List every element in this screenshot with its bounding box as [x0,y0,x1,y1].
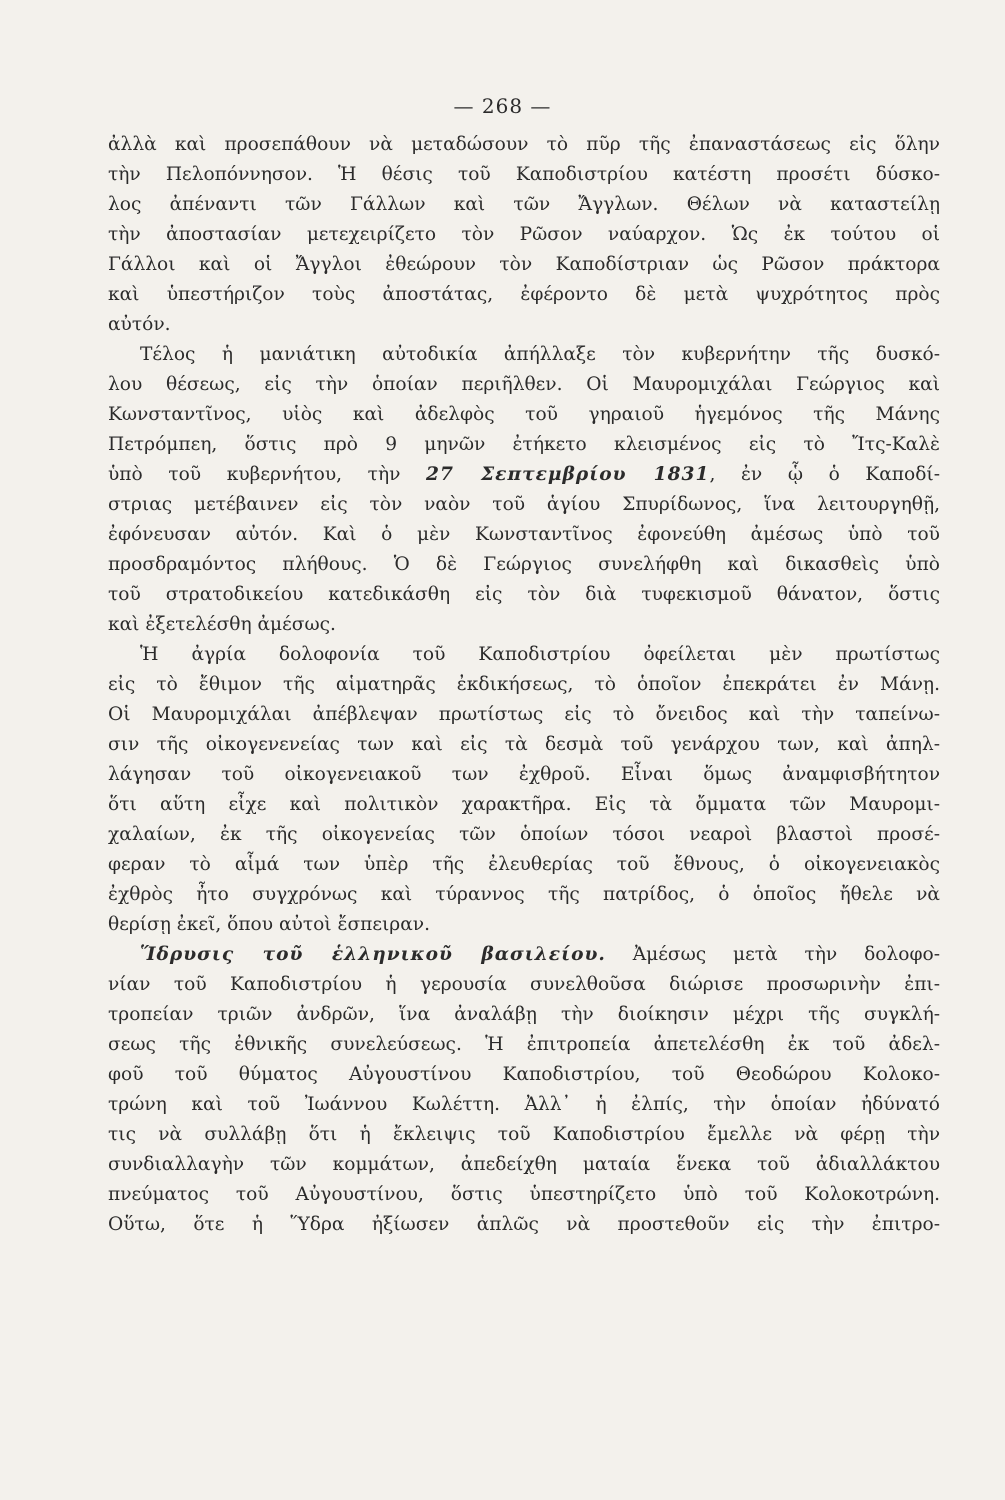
text-line: νίαν τοῦ Καποδιστρίου ἡ γερουσία συνελθοῦσα διώρισε προσωρινὴν ἐπι- [108,974,940,995]
text-line: ἐχθρὸς ἦτο συγχρόνως καὶ τύραννος τῆς πατρίδος, ὁ ὁποῖος ἤθελε νὰ [108,884,940,905]
text-line: χαλαίων, ἐκ τῆς οἰκογενείας τῶν ὁποίων τόσοι νεαροὶ βλαστοὶ προσέ- [108,824,940,845]
text-line: Πετρόμπεη, ὅστις πρὸ 9 μηνῶν ἐτήκετο κλεισμένος εἰς τὸ Ἴτς-Καλὲ [108,434,940,455]
text-line: ὑπὸ τοῦ κυβερνήτου, τὴν 27 Σεπτεμβρίου 1831, ἐν ᾧ ὁ Καποδί- [108,464,940,485]
text-line: Γάλλοι καὶ οἱ Ἄγγλοι ἐθεώρουν τὸν Καποδίστριαν ὡς Ρῶσον πράκτορα [108,254,940,275]
text-line: τὴν ἀποστασίαν μετεχειρίζετο τὸν Ρῶσον ναύαρχον. Ὡς ἐκ τούτου οἱ [108,224,940,245]
text-line: στριας μετέβαινεν εἰς τὸν ναὸν τοῦ ἁγίου Σπυρίδωνος, ἵνα λειτουργηθῇ, [108,494,940,515]
text-line: τοῦ στρατοδικείου κατεδικάσθη εἰς τὸν διὰ τυφεκισμοῦ θάνατον, ὅστις [108,584,940,605]
text-line: λος ἀπέναντι τῶν Γάλλων καὶ τῶν Ἄγγλων. Θέλων νὰ καταστείλῃ [108,194,940,215]
body-text [108,130,940,1240]
text-line: Οἱ Μαυρομιχάλαι ἀπέβλεψαν πρωτίστως εἰς τὸ ὄνειδος καὶ τὴν ταπείνω- [108,704,940,725]
text-line: φοῦ τοῦ θύματος Αὐγουστίνου Καποδιστρίου, τοῦ Θεοδώρου Κολοκο- [108,1064,940,1085]
text-line: λου θέσεως, εἰς τὴν ὁποίαν περιῆλθεν. Οἱ Μαυρομιχάλαι Γεώργιος καὶ [108,374,940,395]
text-line: συνδιαλλαγὴν τῶν κομμάτων, ἀπεδείχθη ματαία ἕνεκα τοῦ ἀδιαλλάκτου [108,1154,940,1175]
text-line: ὅτι αὕτη εἶχε καὶ πολιτικὸν χαρακτῆρα. Εἰς τὰ ὄμματα τῶν Μαυρομι- [108,794,940,815]
emphasized-date: 27 Σεπτεμβρίου 1831 [426,464,710,485]
text-line: καὶ ὑπεστήριζον τοὺς ἀποστάτας, ἐφέροντο δὲ μετὰ ψυχρότητος πρὸς [108,284,940,305]
text-line: Ἡ ἀγρία δολοφονία τοῦ Καποδιστρίου ὀφείλεται μὲν πρωτίστως [140,644,940,665]
text-line: Κωνσταντῖνος, υἱὸς καὶ ἀδελφὸς τοῦ γηραιοῦ ἡγεμόνος τῆς Μάνης [108,404,940,425]
text-line: τροπείαν τριῶν ἀνδρῶν, ἵνα ἀναλάβῃ τὴν διοίκησιν μέχρι τῆς συγκλή- [108,1004,940,1025]
page-number: — 268 — [453,94,552,118]
section-heading: Ἵδρυσις τοῦ ἑλληνικοῦ βασιλείου. [140,944,606,965]
text-line: Τέλος ἡ μανιάτικη αὐτοδικία ἀπήλλαξε τὸν κυβερνήτην τῆς δυσκό- [140,344,940,365]
text-line: σεως τῆς ἐθνικῆς συνελεύσεως. Ἡ ἐπιτροπεία ἀπετελέσθη ἐκ τοῦ ἀδελ- [108,1034,940,1055]
text-line: προσδραμόντος πλήθους. Ὁ δὲ Γεώργιος συνελήφθη καὶ δικασθεὶς ὑπὸ [108,554,940,575]
text-line: τρώνη καὶ τοῦ Ἰωάννου Κωλέττη. Ἀλλ᾽ ἡ ἐλπίς, τὴν ὁποίαν ἠδύνατό [108,1094,940,1115]
text-line: ἐφόνευσαν αὐτόν. Καὶ ὁ μὲν Κωνσταντῖνος ἐφονεύθη ἀμέσως ὑπὸ τοῦ [108,524,940,545]
text-line: τις νὰ συλλάβῃ ὅτι ἡ ἔκλειψις τοῦ Καποδιστρίου ἔμελλε νὰ φέρῃ τὴν [108,1124,940,1145]
text-line: Οὕτω, ὅτε ἡ Ὕδρα ἠξίωσεν ἁπλῶς νὰ προστεθοῦν εἰς τὴν ἐπιτρο- [108,1214,940,1235]
text-line: πνεύματος τοῦ Αὐγουστίνου, ὅστις ὑπεστηρίζετο ὑπὸ τοῦ Κολοκοτρώνη. [108,1184,940,1205]
text-line: θερίσῃ ἐκεῖ, ὅπου αὐτοὶ ἔσπειραν. [108,914,431,935]
text-line: τὴν Πελοπόννησον. Ἡ θέσις τοῦ Καποδιστρίου κατέστη προσέτι δύσκο- [108,164,940,185]
text-line: εἰς τὸ ἔθιμον τῆς αἱματηρᾶς ἐκδικήσεως, τὸ ὁποῖον ἐπεκράτει ἐν Μάνῃ. [108,674,940,695]
text-line: λάγησαν τοῦ οἰκογενειακοῦ των ἐχθροῦ. Εἶναι ὅμως ἀναμφισβήτητον [108,764,940,785]
text-line: σιν τῆς οἰκογενενείας των καὶ εἰς τὰ δεσμὰ τοῦ γενάρχου των, καὶ ἀπηλ- [108,734,940,755]
text-line: ἀλλὰ καὶ προσεπάθουν νὰ μεταδώσουν τὸ πῦρ τῆς ἐπαναστάσεως εἰς ὅλην [108,134,940,155]
text-line: Ἵδρυσις τοῦ ἑλληνικοῦ βασιλείου. Ἀμέσως μετὰ τὴν δολοφο- [140,944,940,965]
text-line: αὐτόν. [108,314,171,335]
text-line: καὶ ἐξετελέσθη ἀμέσως. [108,614,336,635]
text-line: φεραν τὸ αἷμά των ὑπὲρ τῆς ἐλευθερίας τοῦ ἔθνους, ὁ οἰκογενειακὸς [108,854,940,875]
